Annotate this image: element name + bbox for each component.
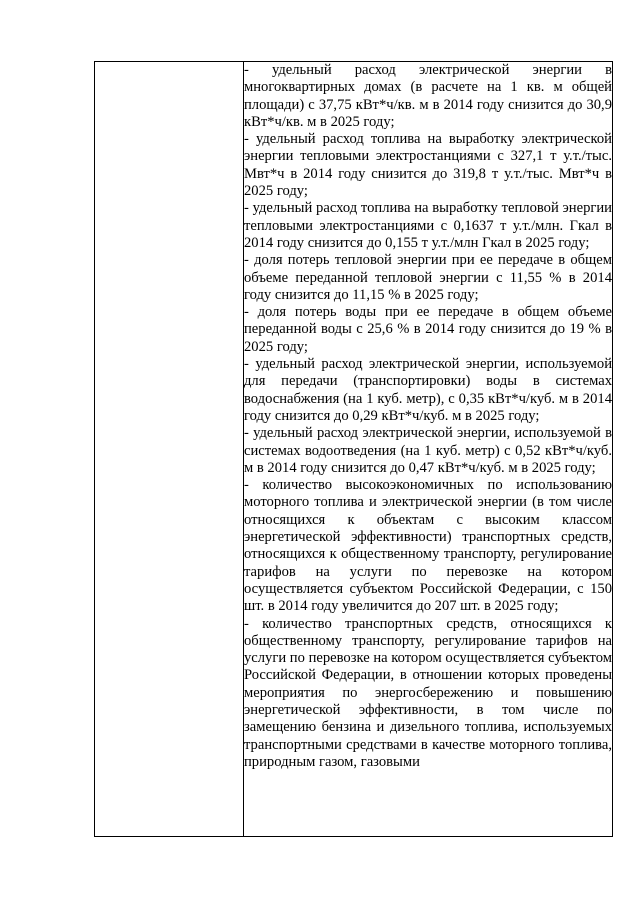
indicator-paragraph-5: - доля потерь воды при ее передаче в общем объеме переданной воды с 25,6 % в 2014 году снизится до 19 % в 2025 году;: [244, 304, 612, 355]
indicator-paragraph-7: - удельный расход электрической энергии, используемой в системах водоотведения (на 1 куб. метр) с 0,52 кВт*ч/куб. м в 2014 году снизится до 0,47 кВт*ч/куб. м в 2025 году;: [244, 425, 612, 476]
empty-label-cell: [95, 62, 244, 837]
indicator-paragraph-3: - удельный расход топлива на выработку тепловой энергии тепловыми электростанциями с 0,1637 т у.т./млн. Гкал в 2014 году снизится до 0,155 т у.т./млн Гкал в 2025 году;: [244, 200, 612, 251]
indicator-paragraph-8: - количество высокоэкономичных по использованию моторного топлива и электрической энергии (в том числе относящихся к объектам с высоким классом энергетической эффективности) транспортных средств, относящихся к общественному транспорту, регулирование тарифов на услуги по перевозке на котором осуществляется субъектом Российской Федерации, с 150 шт. в 2014 году увеличится до 207 шт. в 2025 году;: [244, 477, 612, 615]
table-row: [95, 62, 613, 837]
indicators-table: [94, 61, 613, 837]
indicator-paragraph-6: - удельный расход электрической энергии, используемой для передачи (транспортировки) воды в системах водоснабжения (на 1 куб. метр), с 0,35 кВт*ч/куб. м в 2014 году снизится до 0,29 кВт*ч/куб. м в 2025 году;: [244, 356, 612, 424]
indicator-paragraph-2: - удельный расход топлива на выработку электрической энергии тепловыми электростанциями с 327,1 т у.т./тыс. Мвт*ч в 2014 году снизится до 319,8 т у.т./тыс. Мвт*ч в 2025 году;: [244, 131, 612, 200]
indicator-paragraph-1: - удельный расход электрической энергии в многоквартирных домах (в расчете на 1 кв. м общей площади) с 37,75 кВт*ч/кв. м в 2014 году снизится до 30,9 кВт*ч/кв. м в 2025 году;: [244, 62, 612, 130]
indicator-paragraph-4: - доля потерь тепловой энергии при ее передаче в общем объеме переданной тепловой энергии с 11,55 % в 2014 году снизится до 11,15 % в 2025 году;: [244, 252, 612, 303]
indicator-paragraph-9: - количество транспортных средств, относящихся к общественному транспорту, регулирование тарифов на услуги по перевозке на котором осуществляется субъектом Российской Федерации, в отношении которых проведены мероприятия по энергосбережению и повышению энергетической эффективности, в том числе по замещению бензина и дизельного топлива, используемых транспортными средствами в качестве моторного топлива, природным газом, газовыми: [244, 615, 612, 770]
indicators-text-cell: [244, 62, 613, 837]
